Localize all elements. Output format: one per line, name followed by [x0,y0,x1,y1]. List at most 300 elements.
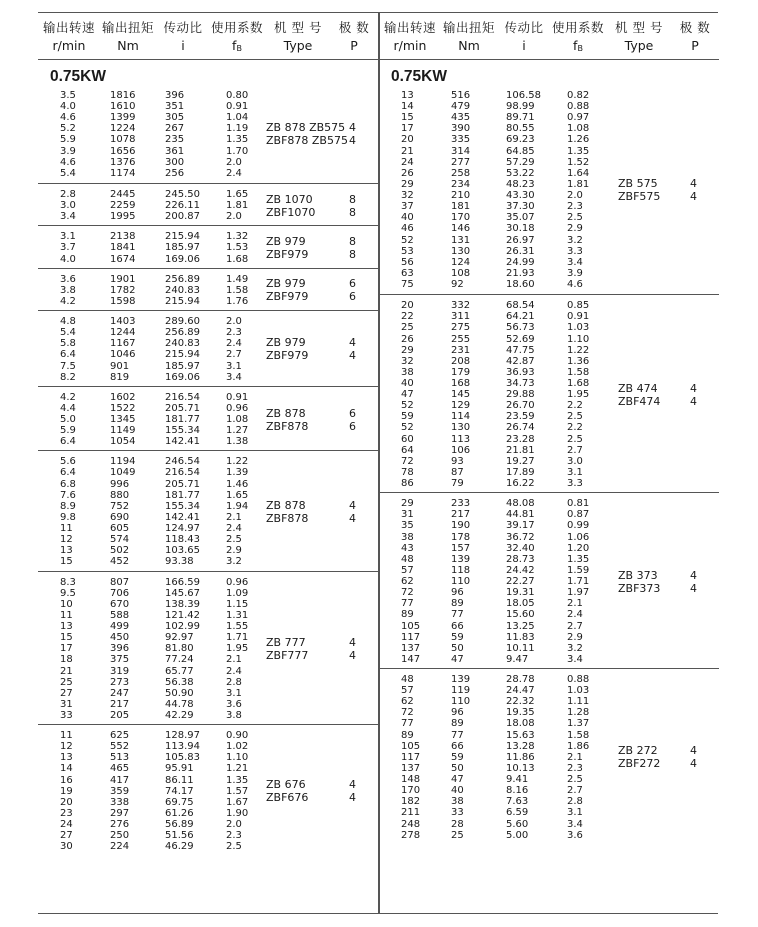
torque-cell: 139 [451,553,471,565]
speed-cell: 60 [401,433,414,445]
table-row [379,345,609,356]
speed-cell: 18 [60,654,73,666]
pole-count [349,499,356,525]
service-factor-cell: 1.65 [226,489,249,501]
torque-cell: 819 [110,371,130,383]
service-factor-cell: 2.4 [226,523,242,535]
service-factor-cell: 4.6 [567,279,583,291]
speed-cell: 52 [401,234,414,246]
table-row [38,372,268,383]
speed-cell: 89 [401,729,414,741]
torque-cell: 231 [451,344,471,356]
torque-cell: 516 [451,90,471,101]
pole-count [349,193,356,219]
ratio-cell: 24.47 [506,685,535,697]
speed-cell: 4.0 [60,253,76,265]
ratio-cell: 155.34 [165,500,200,512]
torque-cell: 210 [451,190,471,202]
ratio-cell: 61.26 [165,807,194,819]
ratio-cell: 113.94 [165,741,200,753]
speed-cell: 57 [401,685,414,697]
gearbox-type [266,193,315,219]
table-row [38,786,268,797]
torque-cell: 417 [110,774,130,786]
torque-cell: 250 [110,830,130,842]
speed-cell: 63 [401,267,414,279]
speed-cell: 8.2 [60,371,76,383]
ratio-cell: 56.89 [165,819,194,831]
service-factor-cell: 2.8 [226,676,242,688]
ratio-cell: 5.60 [506,818,529,830]
service-factor-cell: 2.3 [567,762,583,774]
table-row [379,123,609,134]
speed-cell: 6.4 [60,436,76,448]
ratio-cell: 23.28 [506,433,535,445]
service-factor-cell: 2.4 [226,665,242,677]
speed-cell: 15 [401,112,414,124]
ratio-cell: 35.07 [506,212,535,224]
service-factor-cell: 1.04 [226,112,249,124]
gearbox-type-line: ZBF575 [618,190,661,204]
table-row [379,257,609,268]
pole-count [349,778,356,804]
speed-cell: 59 [401,411,414,423]
torque-cell: 396 [110,643,130,655]
table-row [379,235,609,246]
speed-cell: 105 [401,620,421,632]
speed-cell: 17 [60,643,73,655]
torque-cell: 170 [451,212,471,224]
pole-count-line: 4 [349,778,356,792]
table-row [379,696,609,707]
service-factor-cell: 1.58 [567,366,590,378]
service-factor-cell: 1.37 [567,718,590,730]
ratio-cell: 256.89 [165,327,200,339]
table-row [38,242,268,253]
torque-cell: 47 [451,653,464,665]
ratio-cell: 26.70 [506,400,535,412]
speed-cell: 14 [60,763,73,775]
torque-cell: 234 [451,178,471,190]
torque-cell: 513 [110,752,130,764]
ratio-cell: 29.88 [506,389,535,401]
torque-cell: 1816 [110,90,136,101]
ratio-cell: 15.63 [506,729,535,741]
ratio-cell: 124.97 [165,523,200,535]
speed-cell: 5.9 [60,134,76,146]
speed-cell: 14 [401,101,414,113]
table-row [38,501,268,512]
service-factor-cell: 1.32 [226,231,249,243]
ratio-cell: 15.60 [506,609,535,621]
gearbox-type [266,499,308,525]
service-factor-cell: 2.5 [226,534,242,546]
speed-cell: 31 [401,509,414,521]
service-factor-cell: 1.06 [567,531,590,543]
service-factor-cell: 3.4 [567,818,583,830]
speed-cell: 5.0 [60,413,76,425]
service-factor-cell: 1.59 [567,564,590,576]
speed-cell: 15 [60,556,73,568]
torque-cell: 79 [451,478,464,490]
speed-cell: 13 [60,621,73,633]
table-row [38,752,268,763]
torque-cell: 28 [451,818,464,830]
speed-cell: 72 [401,587,414,599]
table-row [38,741,268,752]
ratio-cell: 226.11 [165,200,200,212]
speed-cell: 4.2 [60,295,76,307]
table-row [38,414,268,425]
ratio-cell: 36.72 [506,531,535,543]
speed-cell: 27 [60,830,73,842]
torque-cell: 129 [451,400,471,412]
torque-cell: 89 [451,598,464,610]
torque-cell: 1995 [110,211,136,223]
ratio-cell: 52.69 [506,333,535,345]
gearbox-type-line: ZB 373 [618,568,658,582]
service-factor-cell: 3.4 [567,256,583,268]
torque-cell: 465 [110,763,130,775]
gearbox-type-line: ZB 979 [266,336,306,350]
ratio-cell: 8.16 [506,785,529,797]
table-row [379,752,609,763]
torque-cell: 1782 [110,284,136,296]
speed-cell: 105 [401,740,421,752]
torque-cell: 1598 [110,295,136,307]
ratio-cell: 215.94 [165,231,200,243]
ratio-cell: 361 [165,145,185,157]
pole-count-line: 4 [690,190,697,204]
pole-header: 极 数 P [679,20,711,53]
speed-cell: 29 [401,498,414,510]
table-row [379,112,609,123]
speed-cell: 21 [401,145,414,157]
torque-cell: 33 [451,807,464,819]
table-row [379,741,609,752]
gearbox-group [38,183,378,226]
torque-cell: 247 [110,687,130,699]
torque-cell: 996 [110,478,130,490]
ratio-cell: 200.87 [165,211,200,223]
speed-cell: 3.7 [60,242,76,254]
ratio-cell: 6.59 [506,807,529,819]
service-factor-cell: 2.1 [567,598,583,610]
ratio-cell: 81.80 [165,643,194,655]
service-factor-cell: 1.81 [567,178,590,190]
table-row [379,565,609,576]
service-factor-cell: 0.81 [567,498,590,510]
gearbox-type-line: ZBF979 [266,247,309,261]
pole-count-line: 4 [349,134,356,148]
service-factor-cell: 2.3 [226,327,242,339]
table-row [38,643,268,654]
ratio-cell: 34.73 [506,377,535,389]
ratio-cell: 185.97 [165,242,200,254]
pole-count-line: 4 [349,349,356,363]
pole-count [349,121,356,147]
table-row [38,254,268,265]
table-row [379,632,609,643]
table-row [379,609,609,620]
service-factor-cell: 1.35 [567,553,590,565]
table-row [379,509,609,520]
torque-cell: 224 [110,841,130,853]
ratio-cell: 181.77 [165,413,200,425]
torque-cell: 588 [110,609,130,621]
ratio-cell: 28.78 [506,674,535,685]
speed-cell: 5.8 [60,338,76,350]
service-factor-cell: 1.22 [226,456,249,468]
service-factor-cell: 0.97 [567,112,590,124]
table-row [379,389,609,400]
table-row [38,830,268,841]
table-row [379,707,609,718]
speed-cell: 29 [401,178,414,190]
torque-cell: 89 [451,718,464,730]
table-row [38,456,268,467]
pole-count [349,336,356,362]
speed-header: 输出转速 r/min [42,20,95,53]
ratio-cell: 256 [165,167,185,179]
torque-cell: 276 [110,819,130,831]
torque-cell: 1224 [110,123,136,135]
gearbox-type-line: ZB 1070 [266,192,313,206]
torque-cell: 332 [451,300,471,312]
speed-cell: 13 [60,752,73,764]
ratio-cell: 92.97 [165,632,194,644]
table-row [38,274,268,285]
service-factor-cell: 2.9 [567,223,583,235]
ratio-cell: 56.73 [506,322,535,334]
table-row [379,367,609,378]
torque-cell: 217 [110,698,130,710]
reducer-selection-table [38,12,718,914]
torque-cell: 38 [451,796,464,808]
gearbox-type-line: ZBF878 [266,511,309,525]
speed-cell: 117 [401,631,421,643]
table-row [379,146,609,157]
ratio-cell: 65.77 [165,665,194,677]
torque-cell: 1174 [110,167,136,179]
torque-cell: 40 [451,785,464,797]
ratio-cell: 142.41 [165,436,200,448]
service-factor-cell: 1.52 [567,156,590,168]
service-factor-cell: 1.95 [567,389,590,401]
pole-count [349,277,356,303]
service-factor-cell: 3.4 [226,371,242,383]
service-factor-cell: 1.21 [226,763,249,775]
table-row [38,699,268,710]
torque-cell: 880 [110,489,130,501]
ratio-cell: 351 [165,101,185,113]
table-row [379,223,609,234]
torque-cell: 59 [451,751,464,763]
torque-header: 输出扭矩 Nm [442,20,495,53]
speed-cell: 52 [401,400,414,412]
ratio-header: 传动比 i [504,20,544,53]
torque-cell: 66 [451,740,464,752]
torque-cell: 1610 [110,101,136,113]
table-row [38,189,268,200]
ratio-cell: 10.11 [506,642,535,654]
service-factor-cell: 3.9 [567,267,583,279]
gearbox-type-line: ZB 474 [618,381,658,395]
table-row [38,231,268,242]
table-row [379,378,609,389]
ratio-cell: 57.29 [506,156,535,168]
service-factor-cell: 1.97 [567,587,590,599]
table-row [379,400,609,411]
speed-cell: 3.5 [60,90,76,101]
service-factor-cell: 1.15 [226,598,249,610]
speed-cell: 52 [401,422,414,434]
service-factor-cell: 1.02 [226,741,249,753]
table-row [379,322,609,333]
speed-cell: 38 [401,366,414,378]
service-factor-cell: 1.03 [567,685,590,697]
table-row [379,785,609,796]
pole-count [349,407,356,433]
gearbox-type-line: ZBF777 [266,648,309,662]
torque-cell: 255 [451,333,471,345]
torque-header: 输出扭矩 Nm [101,20,154,53]
speed-cell: 26 [401,167,414,179]
table-row [38,146,268,157]
torque-cell: 2138 [110,231,136,243]
speed-cell: 11 [60,609,73,621]
power-label: 0.75KW [50,68,106,85]
service-factor-cell: 2.4 [226,167,242,179]
speed-cell: 86 [401,478,414,490]
gearbox-group [379,294,719,493]
service-factor-cell: 0.82 [567,90,590,101]
speed-cell: 4.8 [60,316,76,328]
service-factor-cell: 3.3 [567,478,583,490]
ratio-cell: 142.41 [165,511,200,523]
torque-cell: 178 [451,531,471,543]
service-factor-cell: 2.5 [226,841,242,853]
service-factor-cell: 1.31 [226,609,249,621]
table-row [379,478,609,489]
ratio-cell: 240.83 [165,284,200,296]
gearbox-type-line: ZB 878 ZB575 [266,121,346,135]
table-row [38,101,268,112]
torque-cell: 319 [110,665,130,677]
torque-cell: 335 [451,134,471,146]
torque-cell: 233 [451,498,471,510]
ratio-cell: 42.29 [165,709,194,721]
speed-cell: 47 [401,389,414,401]
service-factor-cell: 1.22 [567,344,590,356]
table-row [38,654,268,665]
table-row [38,134,268,145]
torque-cell: 807 [110,576,130,588]
torque-cell: 50 [451,762,464,774]
ratio-cell: 181.77 [165,489,200,501]
table-row [38,523,268,534]
gearbox-type-line: ZBF979 [266,290,309,304]
speed-cell: 6.8 [60,478,76,490]
pole-count-line: 4 [690,757,697,771]
ratio-cell: 305 [165,112,185,124]
ratio-cell: 53.22 [506,167,535,179]
service-factor-cell: 1.08 [226,413,249,425]
service-factor-cell: 2.1 [567,751,583,763]
speed-cell: 22 [401,311,414,323]
torque-cell: 119 [451,685,471,697]
torque-cell: 77 [451,729,464,741]
ratio-cell: 18.05 [506,598,535,610]
pole-count-line: 6 [349,406,356,420]
pole-count-line: 4 [349,648,356,662]
gearbox-type-line: ZBF272 [618,757,661,771]
speed-cell: 40 [401,212,414,224]
torque-cell: 124 [451,256,471,268]
service-factor-cell: 1.35 [226,774,249,786]
torque-cell: 450 [110,632,130,644]
ratio-cell: 48.08 [506,498,535,510]
speed-cell: 16 [60,774,73,786]
speed-cell: 15 [60,632,73,644]
torque-cell: 502 [110,545,130,557]
service-factor-cell: 1.35 [567,145,590,157]
table-row [38,841,268,852]
torque-cell: 108 [451,267,471,279]
gearbox-type-line: ZB 575 [618,177,658,191]
table-row [379,411,609,422]
table-row [38,688,268,699]
gearbox-type [266,121,348,147]
table-row [379,532,609,543]
table-row [379,576,609,587]
table-row [38,327,268,338]
pole-count-line: 6 [349,419,356,433]
ratio-cell: 10.13 [506,762,535,774]
table-row [379,598,609,609]
service-factor-cell: 1.58 [567,729,590,741]
ratio-cell: 105.83 [165,752,200,764]
torque-cell: 2445 [110,188,136,200]
table-row [38,577,268,588]
service-factor-cell: 1.27 [226,425,249,437]
pole-count-line: 4 [690,177,697,191]
speed-cell: 11 [60,730,73,742]
torque-cell: 1674 [110,253,136,265]
ratio-cell: 166.59 [165,576,200,588]
ratio-cell: 256.89 [165,273,200,285]
service-factor-cell: 1.64 [567,167,590,179]
pole-count [690,569,697,595]
ratio-cell: 11.83 [506,631,535,643]
ratio-cell: 93.38 [165,556,194,568]
speed-cell: 6.4 [60,467,76,479]
torque-cell: 96 [451,707,464,719]
right-table [379,13,719,913]
speed-header: 输出转速 r/min [383,20,436,53]
torque-cell: 275 [451,322,471,334]
service-factor-cell: 0.90 [226,730,249,742]
ratio-cell: 22.27 [506,576,535,588]
speed-cell: 30 [60,841,73,853]
torque-cell: 1602 [110,391,136,403]
torque-cell: 277 [451,156,471,168]
ratio-cell: 246.54 [165,456,200,468]
ratio-cell: 205.71 [165,478,200,490]
speed-cell: 77 [401,718,414,730]
speed-cell: 3.0 [60,200,76,212]
pole-count-line: 6 [349,290,356,304]
